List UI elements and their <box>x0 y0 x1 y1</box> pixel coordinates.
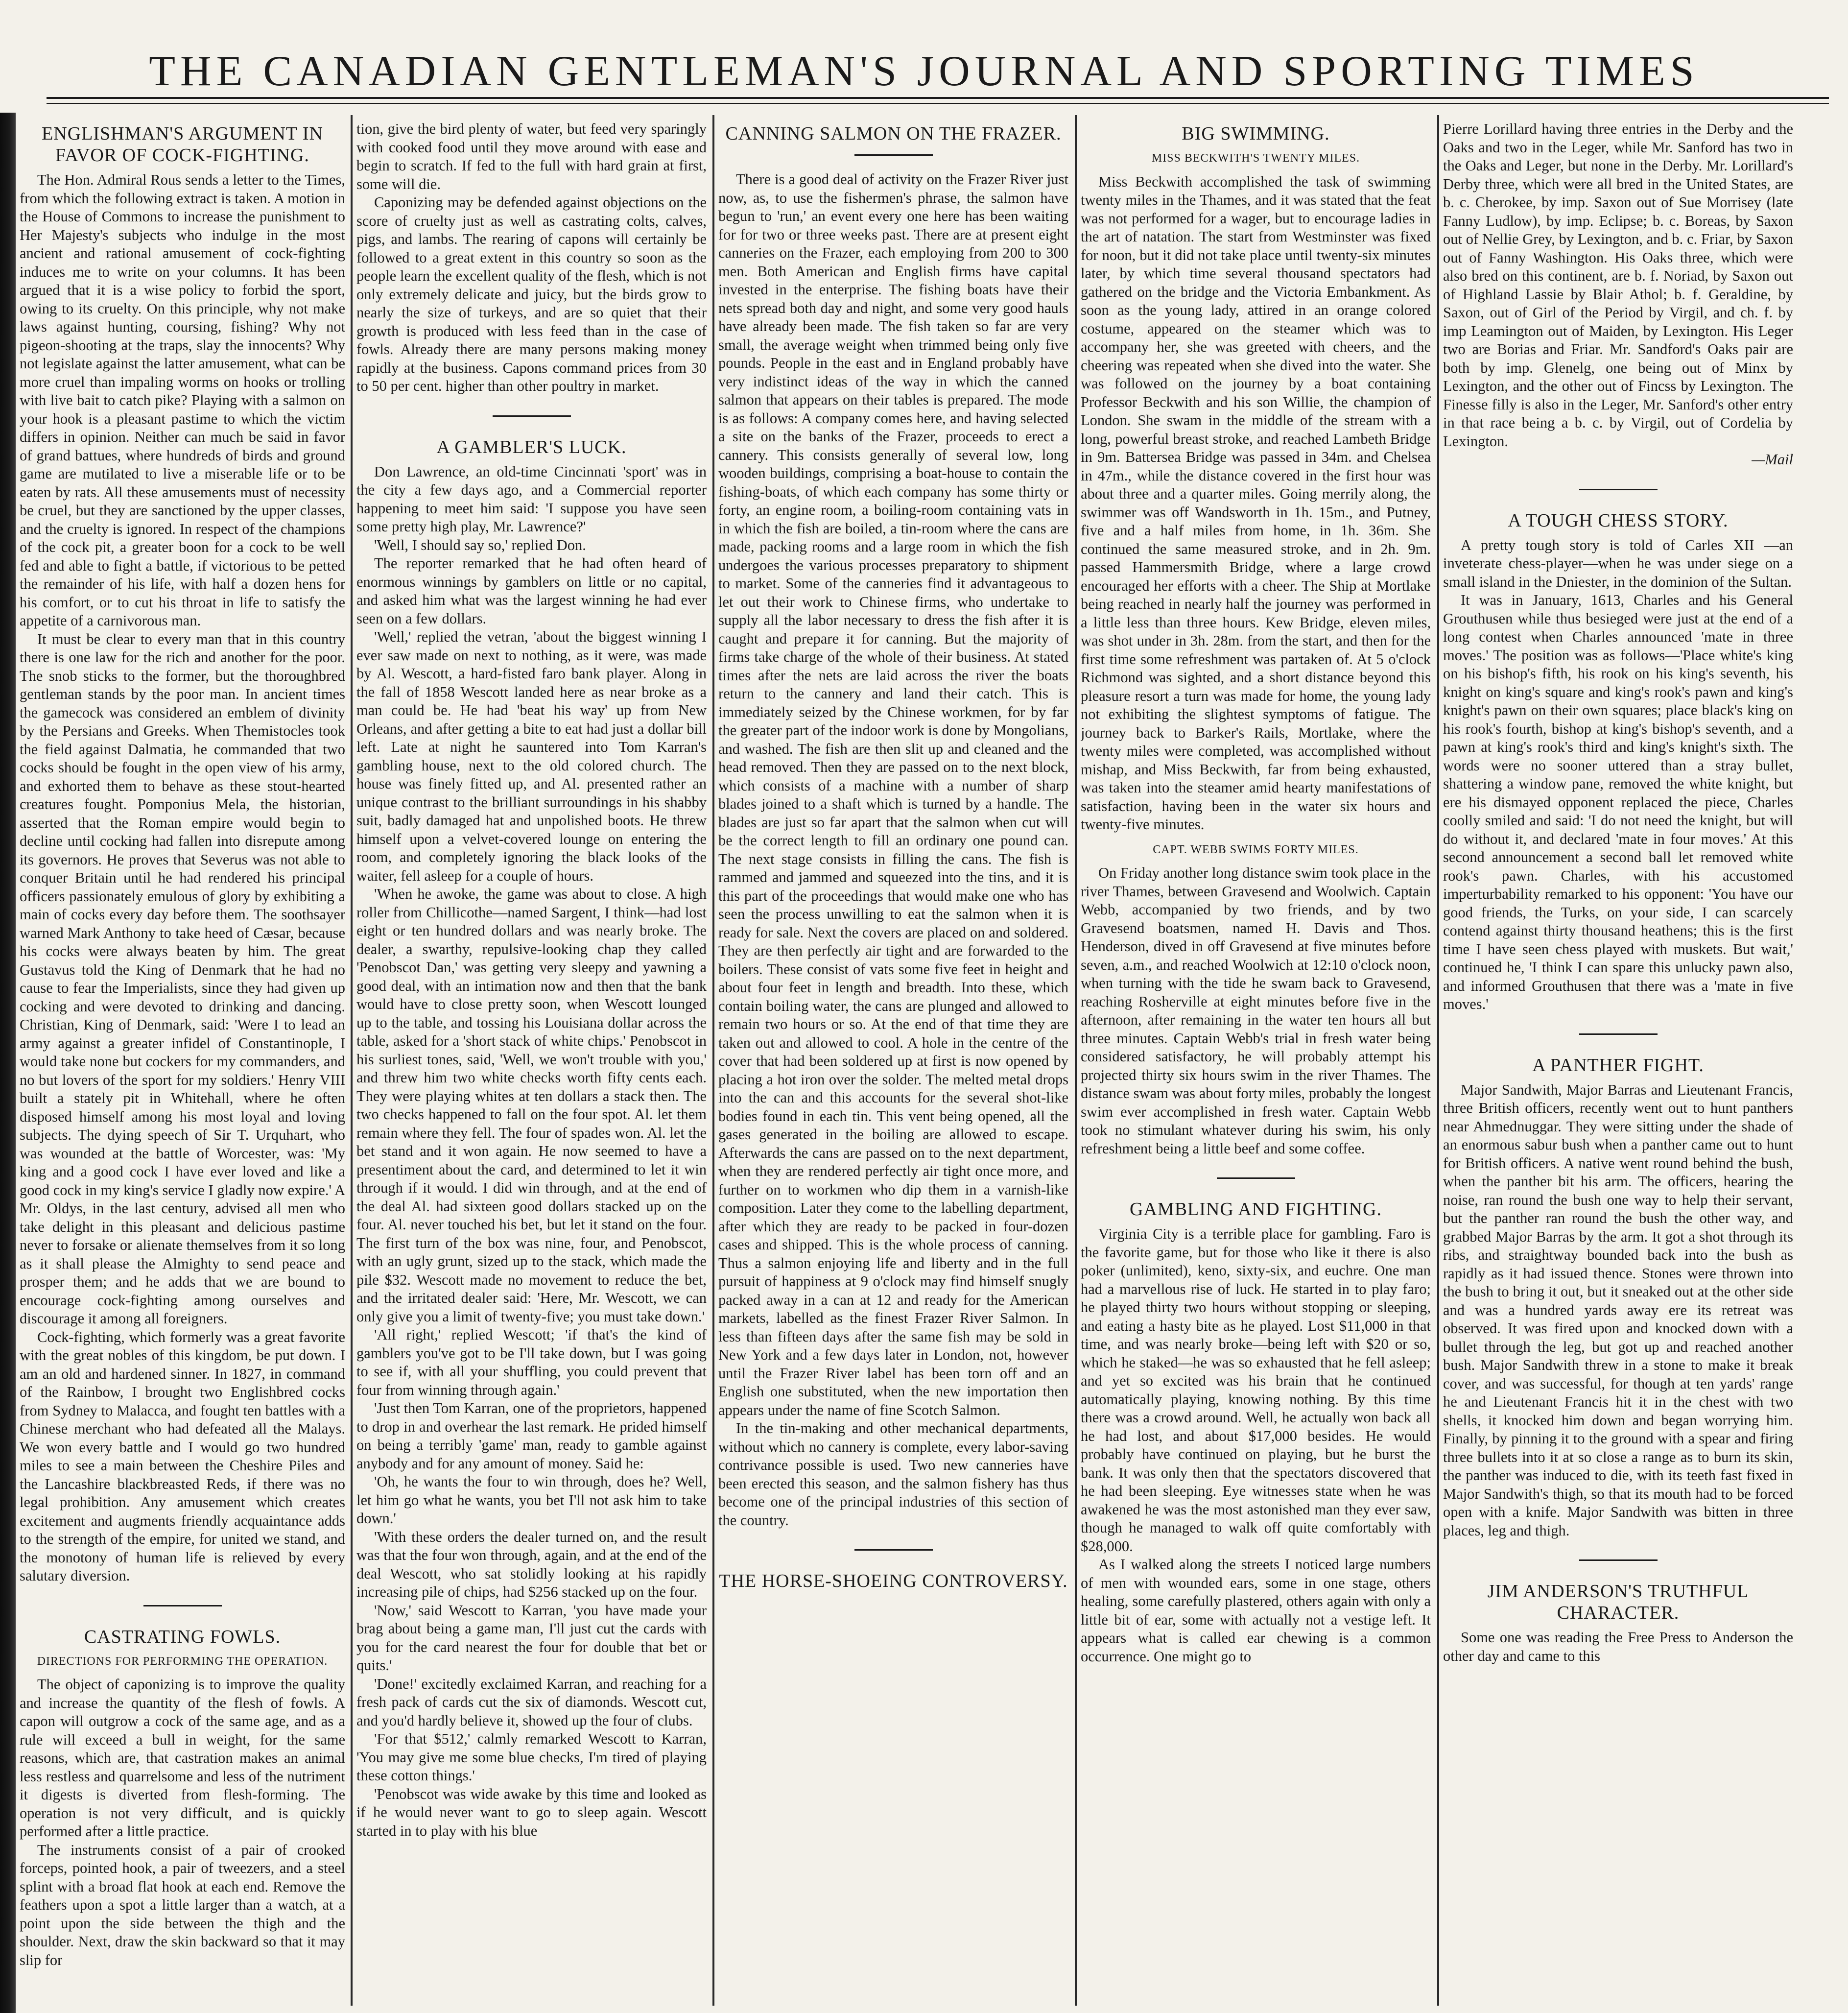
article-paragraph: As I walked along the streets I noticed large numbers of men with wounded ears, some in one stage, others healing, some carefully plastered, others again with only a little bit of ear, some with actually not a vestige left. It appears what is called ear chewing is a common occurrence. One might go to <box>1081 1556 1431 1665</box>
article-paragraph: 'Well,' replied the vetran, 'about the biggest winning I ever saw made on next to nothing, as it were, was made by Al. Wescott, a hard-fisted faro bank player. Along in the fall of 1858 Wescott landed here as near broke as a man could be. He had 'beat his way' up from New Orleans, and after getting a bite to eat had just a dollar bill left. Late at night he sauntered into Tom Karran's gambling house, next to the old colored church. The house was finely fitted up, and Al. presented rather an unique contrast to the brilliant surroundings in his shabby suit, badly damaged hat and unpolished boots. He threw himself upon a velvet-covered lounge on entering the room, and completely ignoring the black looks of the waiter, fell asleep for a couple of hours. <box>356 628 707 884</box>
masthead-rule-bottom <box>47 103 1829 104</box>
article-source: —Mail <box>1752 451 1793 468</box>
article-subtitle: CAPT. WEBB SWIMS FORTY MILES. <box>1153 843 1359 856</box>
article-paragraph: Pierre Lorillard having three entries in the Derby and the Oaks and two in the Leger, while Mr. Sanford has two in the Oaks and Leger, but none in the Derby. Mr. Lorillard's Derby three, which were all bred in the United States, are b. c. Cherokee, by imp. Saxon out of Sue Morrisey (late Fanny Ludlow), by imp. Eclipse; b. c. Boreas, by Saxon out of Nellie Grey, by Lexington, and b. c. Friar, by Saxon out of Fanny Washington. His Oaks three, which were also bred on this continent, are b. f. Noriad, by Saxon out of Highland Lassie by Blair Athol; b. f. Geraldine, by Saxon, out of Girl of the Period by Virgil, and ch. f. by imp Leamington out of Maiden, by Lexington. His Leger two are Borias and Friar. Mr. Sandford's Oaks pair are both by imp. Glenelg, one being out of Minx by Lexington, and the other out of Fincss by Lexington. The Finesse filly is also in the Leger, Mr. Sanford's other entry in that race being a b. c. by Virgil, out of Cordelia by Lexington. <box>1443 120 1793 450</box>
article-title: A TOUGH CHESS STORY. <box>1508 510 1729 531</box>
article-paragraph: Miss Beckwith accomplished the task of swimming twenty miles in the Thames, and it was stated that the feat was not performed for a wager, but to encourage ladies in the art of natation. The start from Westminster was fixed for noon, but it did not take place until twenty-six minutes later, by which time several thousand spectators had gathered on the bridge and the Victoria Embankment. As soon as the young lady, attired in an orange colored costume, appeared on the steamer which was to accompany her, she was greeted with cheers, and the cheering was repeated when she dived into the water. She was followed on the journey by a boat containing Professor Beckwith and his son Willie, the champion of London. She swam in the middle of the stream with a long, powerful breast stroke, and reached Lambeth Bridge in 9m. Battersea Bridge was passed in 34m. and Chelsea in 47m., while the distance covered in the first hour was about three and a quarter miles. Going merrily along, the swimmer was off Wandsworth in 1h. 15m., and Putney, five and a half miles from home, in 1h. 36m. She continued the same measured stroke, and in 2h. 9m. passed Hammersmith Bridge, where a large crowd encouraged her efforts with a cheer. The Ship at Mortlake being reached in nearly half the journey was performed in a little less than three hours. Kew Bridge, eleven miles, was shot under in 3h. 28m. from the start, and then for the first time some refreshment was partaken of. At 5 o'clock Richmond was sighted, and a short distance beyond this pleasure resort a turn was made for home, the young lady not exhibiting the slightest symptoms of fatigue. The journey back to Barker's Rails, Mortlake, where the twenty miles were completed, was accomplished without mishap, and Miss Beckwith, far from being exhausted, was taken into the steamer amid hearty manifestations of satisfaction, having been in the water six hours and twenty-five minutes. <box>1081 173 1431 833</box>
section-rule <box>143 1605 222 1606</box>
article-paragraph: The reporter remarked that he had often heard of enormous winnings by gamblers on little or no capital, and asked him what was the largest winning he had ever seen on a few dollars. <box>356 555 707 627</box>
section-rule <box>1217 1177 1295 1179</box>
article-title: GAMBLING AND FIGHTING. <box>1130 1199 1382 1220</box>
masthead-title: THE CANADIAN GENTLEMAN'S JOURNAL AND SPORTING TIMES <box>149 48 1699 95</box>
article-subtitle: MISS BECKWITH'S TWENTY MILES. <box>1151 152 1360 165</box>
article-paragraph: Major Sandwith, Major Barras and Lieutenant Francis, three British officers, recently went out to hunt panthers near Ahmednuggar. They were sitting under the shade of an enormous sabur bush when a panther came out to hunt for British officers. A native went round behind the bush, when the panther bit his arm. The officers, hearing the noise, ran round the bush one way to help their servant, but the panther ran round the bush the other way, and grabbed Major Barras by the arm. It got a shot through its ribs, and straightway bounded back into the bush as rapidly as it had issued thence. Stones were thrown into the bush to bring it out, but it sneaked out at the other side and was a hundred yards away ere its retreat was observed. It was fired upon and knocked down with a bullet through the leg, but got up and reached another bush. Major Sandwith threw in a stone to make it break cover, and was successful, for though at ten yards' range he and Lieutenant Francis hit it in the chest with two shells, it knocked him down and began worrying him. Finally, by pinning it to the ground with a spear and firing three bullets into it at so close a range as to burn its skin, the panther was induced to die, with its teeth fast fixed in Major Sandwith's thigh, so that its mouth had to be forced open with a knife. Major Sandwith was bitten in three places, leg and thigh. <box>1443 1081 1793 1539</box>
article-title: THE HORSE-SHOEING CONTROVERSY. <box>719 1571 1068 1591</box>
article-paragraph: 'Done!' excitedly exclaimed Karran, and reaching for a fresh pack of cards cut the six of diamonds. Wescott cut, and you'd hardly believe it, showed up the four of clubs. <box>356 1675 707 1729</box>
article-paragraph: Don Lawrence, an old-time Cincinnati 'sport' was in the city a few days ago, and a Commercial reporter happening to meet him said: 'I suppose you have seen some pretty high play, Mr. Lawrence?' <box>356 463 707 535</box>
article-paragraph: 'All right,' replied Wescott; 'if that's the kind of gamblers you've got to be I'll take down, but I was going to see if, with all your shuffling, you could prevent that four from winning through again.' <box>356 1326 707 1398</box>
article-paragraph: Virginia City is a terrible place for gambling. Faro is the favorite game, but for those who like it there is also poker (unlimited), keno, sixty-six, and euchre. One man had a marvellous rise of luck. He started in to play faro; he played thirty two hours without stopping or sleeping, and eating a hasty bite as he played. Lost $11,000 in that time, and was nearly broke—being left with $20 or so, which he staked—he was so exhausted that he fell asleep; and yet so excited was his brain that he continued automatically playing, knowing nothing. By this time there was a crowd around. Well, he actually won back all he had lost, and about $17,000 besides. He would probably have continued on playing, but he burst the bank. It was only then that the spectators discovered that he had been sleeping. Eye witnesses state when he was awakened he was the most astonished man they ever saw, though he managed to walk off quite comfortably with $28,000. <box>1081 1225 1431 1555</box>
article-title: BIG SWIMMING. <box>1182 123 1330 144</box>
column-5 <box>1443 120 1793 2001</box>
article-paragraph: 'With these orders the dealer turned on, and the result was that the four won through, again, and at the end of the deal Wescott, who sat stolidly looking at his rapidly increasing pile of chips, had $256 stacked up on the four. <box>356 1528 707 1600</box>
article-paragraph: The Hon. Admiral Rous sends a letter to the Times, from which the following extract is taken. A motion in the House of Commons to increase the punishment to Her Majesty's subjects who indulge in the most ancient and rational amusement of cock-fighting induces me to write on your columns. It has been argued that it is a wise policy to forbid the sport, owing to its cruelty. On this principle, why not make laws against hunting, coursing, fishing? Why not pigeon-shooting at the traps, slay the innocents? Why not legislate against the latter amusement, what can be more cruel than impaling worms on hooks or trolling with live bait to catch pike? Playing with a salmon on your hook is a pleasant pastime to which the victim differs in opinion. Neither can much be said in favor of grand battues, where hundreds of birds and ground game are mutilated to live a miserable life or to be eaten by rats. All these amusements must of necessity be cruel, but they are sanctioned by the upper classes, and the cruelty is ignored. In respect of the champions of the cock pit, a greater boon for a cock to be well fed and able to fight a battle, if victorious to be petted the remainder of his life, with half a dozen hens for his comfort, or to cut his throat in life to satisfy the appetite of a carnivorous man. <box>20 171 345 629</box>
column-divider <box>1437 115 1439 2006</box>
section-rule <box>854 154 933 156</box>
article-title: CANNING SALMON ON THE FRAZER. <box>725 123 1062 144</box>
section-rule <box>1579 1559 1658 1561</box>
article-title: A GAMBLER'S LUCK. <box>436 436 627 457</box>
masthead-rule-top <box>47 97 1829 99</box>
article-subtitle: DIRECTIONS FOR PERFORMING THE OPERATION. <box>37 1654 328 1668</box>
column-3 <box>718 120 1068 2001</box>
column-2 <box>356 120 707 2001</box>
article-paragraph: 'For that $512,' calmly remarked Wescott to Karran, 'You may give me some blue checks, I'm tired of playing these cotton things.' <box>356 1730 707 1784</box>
article-paragraph: Caponizing may be defended against objections on the score of cruelty just as well as castrating colts, calves, pigs, and lambs. The rearing of capons will certainly be followed to a great extent in this country so soon as the people learn the excellent quality of the flesh, which is not only extremely delicate and juicy, but the birds grow to nearly the size of turkeys, and are so quiet that their growth is produced with less feed than in the case of fowls. Already there are many persons making money rapidly at the business. Capons command prices from 30 to 50 per cent. higher than other poultry in market. <box>356 194 707 394</box>
article-paragraph: A pretty tough story is told of Carles XII —an inveterate chess-player—when he was under siege on a small island in the Dniester, in the dominion of the Sultan. <box>1443 536 1793 590</box>
column-divider <box>351 115 353 2006</box>
article-paragraph: Cock-fighting, which formerly was a great favorite with the great nobles of this kingdom, be put down. I am an old and hardened sinner. In 1827, in command of the Rainbow, I brought two Englishbred cocks from Sydney to Malacca, and fought ten battles with a Chinese merchant who had defeated all the Malays. We won every battle and I would go two hundred miles to see a main between the Cheshire Piles and the Lancashire blackbreasted Reds, if there was no legal prohibition. Any amusement which creates excitement and augments friendly acquaintance adds to the strength of the empire, for united we stand, and the monotony of human life is relieved by every salutary diversion. <box>20 1328 345 1584</box>
article-paragraph: It must be clear to every man that in this country there is one law for the rich and another for the poor. The snob sticks to the former, but the thoroughbred gentleman stands by the poor man. In ancient times the gamecock was considered an emblem of divinity by the Persians and Greeks. When Themistocles took the field against Dalmatia, he commanded that two cocks should be fought in the open view of his army, and exhorted them to behave as these stout-hearted creatures fought. Pomponius Mela, the historian, asserted that the Roman empire would begin to decline until cocking had fallen into disrepute among its governors. He proves that Severus was not able to conquer Britain until he had rendered his principal officers passionately emulous of glory by exhibiting a main of cocks every day before them. The soothsayer warned Mark Anthony to take heed of Cæsar, because his cocks were always beaten by him. The great Gustavus told the King of Denmark that he had no cause to fear the Imperialists, since they had given up cocking and were devoted to drinking and dancing. Christian, King of Denmark, said: 'Were I to lead an army against a greater infidel of Constantinople, I would take none but cockers for my commanders, and no but lovers of the sport for my soldiers.' Henry VIII built a stately pit in Whitehall, where he often disposed himself among his most loyal and loving subjects. The dying speech of Sir T. Urquhart, who was wounded at the battle of Worcester, was: 'My king and a good cock I have ever loved and like a good cock in my king's service I gladly now expire.' A Mr. Oldys, in the last century, advised all men who take delight in this pleasant and delicious pastime never to forsake or alienate themselves from it so long as it shall please the Almighty to send peace and prosper them; and he adds that we are bound to encourage cock-fighting among ourselves and discourage it among all foreigners. <box>20 630 345 1327</box>
article-paragraph: tion, give the bird plenty of water, but feed very sparingly with cooked food until they move around with ease and begin to scratch. If fed to the full with hard grain at first, some will die. <box>356 120 707 192</box>
column-divider <box>712 115 714 2006</box>
article-paragraph: 'When he awoke, the game was about to close. A high roller from Chillicothe—named Sargent, I think—had lost eight or ten hundred dollars and was nearly broke. The dealer, a swarthy, repulsive-looking chap they called 'Penobscot Dan,' was getting very sleepy and yawning a good deal, with an intimation now and then that the bank would have to close pretty soon, when Wescott lounged up to the table, and tossing his Louisiana dollar across the table, asked for a 'short stack of white chips.' Penobscot in his surliest tones, said, 'Well, we won't trouble with you,' and threw him two white checks worth fifty cents each. They were playing whites at ten dollars a stack then. The two checks happened to fall on the four spot. Al. let them remain where they fell. The four of spades won. Al. let the bet stand and it won again. He now seemed to have a presentiment about the card, and determined to let it win through if it would. I did win through, and at the end of the deal Al. had sixteen good dollars stacked up on the four. Al. never touched his bet, but let it stand on the four. The first turn of the box was nine, four, and Penobscot, with an ugly grunt, sized up to the stack, which made the pile $32. Wescott made no movement to reduce the bet, and the irritated dealer said: 'Here, Mr. Wescott, we can only give you a limit of twenty-five; you must take down.' <box>356 886 707 1325</box>
article-title: CASTRATING FOWLS. <box>84 1626 281 1647</box>
section-rule <box>854 1549 933 1551</box>
article-paragraph: Some one was reading the Free Press to Anderson the other day and came to this <box>1443 1629 1793 1664</box>
page-gutter-shadow <box>0 113 16 2013</box>
article-paragraph: The instruments consist of a pair of crooked forceps, pointed hook, a pair of tweezers, and a steel splint with a broad flat hook at each end. Remove the feathers upon a spot a little larger than a watch, at a point upon the side between the thigh and the shoulder. Next, draw the skin backward so that it may slip for <box>20 1841 345 1968</box>
article-title: ENGLISHMAN'S ARGUMENT IN FAVOR OF COCK-FIGHTING. <box>42 123 323 166</box>
section-rule <box>1579 489 1658 490</box>
article-paragraph: 'Oh, he wants the four to win through, does he? Well, let him go what he wants, you bet I'll not ask him to take down.' <box>356 1473 707 1527</box>
article-paragraph: In the tin-making and other mechanical departments, without which no cannery is complete, every labor-saving contrivance possible is used. Two new canneries have been erected this season, and the salmon fishery has thus become one of the principal industries of this section of the country. <box>718 1420 1068 1529</box>
article-paragraph: There is a good deal of activity on the Frazer River just now, as, to use the fishermen's phrase, the salmon have begun to 'run,' an event every one here has been waiting for for two or three weeks past. There are at present eight canneries on the Frazer, each employing from 200 to 300 men. Both American and English firms have capital invested in the enterprise. The fishing boats have their nets spread both day and night, and some very good hauls have already been made. The fish taken so far are very small, the average weight when trimmed being only five pounds. People in the east and in England probably have very indistinct ideas of the way in which the canned salmon that appears on their tables is prepared. The mode is as follows: A company comes here, and having selected a site on the banks of the Frazer, proceeds to erect a cannery. This consists generally of several low, long wooden buildings, comprising a boat-house to contain the fishing-boats, of which each company has some thirty or forty, an engine room, a boiling-room containing vats in in which the fish are boiled, a tin-room where the cans are made, packing rooms and a large room in which the fish undergoes the various processes preparatory to shipment to market. Some of the canneries find it advantageous to let out their work to Chinese firms, who undertake to supply all the labor necessary to dress the fish after it is caught and prepare it for canning. But the majority of firms take charge of the whole of their business. At stated times after the nets are laid across the river the boats return to the cannery and land their catch. This is immediately seized by the Chinese workmen, for by far the greater part of the indoor work is done by Mongolians, and washed. The fish are then slit up and cleaned and the head removed. Then they are passed on to the next block, which consists of a machine with a number of sharp blades joined to a shaft which is turned by a handle. The blades are just so far apart that the salmon when cut will be the correct length to fill an ordinary one pound can. The next stage consists in filling the cans. The fish is rammed and jammed and squeezed into the tins, and it is this part of the proceedings that would make one who has seen the process unwilling to eat the salmon when it is ready for sale. Next the covers are placed on and soldered. They are then perfectly air tight and are forwarded to the boilers. These consist of vats some five feet in height and about four feet in length and breadth. Into these, which contain boiling water, the cans are plunged and allowed to remain two hours or so. At the end of that time they are taken out and allowed to cool. A hole in the centre of the cover that had been soldered up at first is now opened by placing a hot iron over the solder. The melted metal drops into the can and this accounts for the several shot-like bodies found in each tin. This vent being opened, all the gases generated in the boiling are allowed to escape. Afterwards the cans are passed on to the next department, when they are rendered perfectly air tight once more, and further on to workmen who dip them in a varnish-like composition. Later they come to the labelling department, after which they are ready to be packed in four-dozen cases and shipped. This is the whole process of canning. Thus a salmon enjoying life and liberty and in the full pursuit of happiness at 9 o'clock may find himself snugly packed away in a can at 12 and ready for the American markets, labelled as the finest Frazer River Salmon. In less than fifteen days after the same fish may be sold in New York and a few days later in London, not, however until the Frazer River label has been torn off and an English one substituted, when the new importation then appears under the name of fine Scotch Salmon. <box>718 171 1068 1418</box>
article-paragraph: 'Just then Tom Karran, one of the proprietors, happened to drop in and overhear the last remark. He prided himself on being a terribly 'game' man, ready to gamble against anybody and for any amount of money. Said he: <box>356 1400 707 1472</box>
article-paragraph: The object of caponizing is to improve the quality and increase the quantity of the flesh of fowls. A capon will outgrow a cock of the same age, and as a rule will exceed a bull in weight, for the same reasons, which are, that castration makes an animal less restless and quarrelsome and less of the nutriment it digests is diverted from flesh-forming. The operation is not very difficult, and is quickly performed after a little practice. <box>20 1676 345 1840</box>
article-paragraph: 'Well, I should say so,' replied Don. <box>374 536 586 553</box>
column-4 <box>1081 120 1431 2001</box>
article-title: JIM ANDERSON'S TRUTHFUL CHARACTER. <box>1487 1581 1749 1623</box>
article-title: A PANTHER FIGHT. <box>1532 1054 1704 1076</box>
article-paragraph: On Friday another long distance swim took place in the river Thames, between Gravesend and Woolwich. Captain Webb, accompanied by two friends, and by two Gravesend boatsmen, named H. Davis and Thos. Henderson, dived in off Gravesend at five minutes before seven, a.m., and reached Woolwich at 12:10 o'clock noon, when turning with the tide he swam back to Gravesend, reaching Rosherville at eight minutes before five in the afternoon, after remaining in the water ten hours all but three minutes. Captain Webb's trial in fresh water being considered satisfactory, he will probably attempt his projected thirty six hours swim in the river Thames. The distance swam was about forty miles, probably the longest swim ever accomplished in fresh water. Captain Webb took no stimulant whatever during his swim, his only refreshment being a little beef and some coffee. <box>1081 864 1431 1157</box>
article-paragraph: 'Penobscot was wide awake by this time and looked as if he would never want to go to sleep again. Wescott started in to play with his blue <box>356 1785 707 1839</box>
column-divider <box>1075 115 1077 2006</box>
column-1 <box>20 120 345 2001</box>
article-paragraph: It was in January, 1613, Charles and his General Grouthusen while thus besieged were just at the end of a long contest when Charles announced 'mate in three moves.' The position was as follows—'Place white's king on his bishop's fifth, his rook on his king's seventh, his knight on king's square and king's rook's pawn and king's knight's pawn on their own squares; place black's king on his rook's fourth, bishop at king's bishop's seventh, and a pawn at king's rook's third and king's knight's sixth. The words were no sooner uttered than a stray bullet, shattering a window pane, removed the white knight, but ere his dismayed opponent replaced the piece, Charles coolly smiled and said: 'I do not need the knight, but will do without it, and declared 'mate in four moves.' At this second announcement a second ball let removed white rook's pawn. Charles, with his accustomed imperturbability remarked to his opponent: 'You have our good friends, the Turks, on your side, I can scarcely contend against thirty thousand heathens; this is the first time I have seen chess played with muskets. But wait,' continued he, 'I think I can spare this unlucky pawn also, and informed Grouthusen that there was a 'mate in five moves.' <box>1443 592 1793 1012</box>
section-rule <box>1579 1033 1658 1035</box>
section-rule <box>493 415 571 417</box>
article-paragraph: 'Now,' said Wescott to Karran, 'you have made your brag about being a game man, I'll just cut the cards with you for the card nearest the four for double that bet or quits.' <box>356 1602 707 1674</box>
